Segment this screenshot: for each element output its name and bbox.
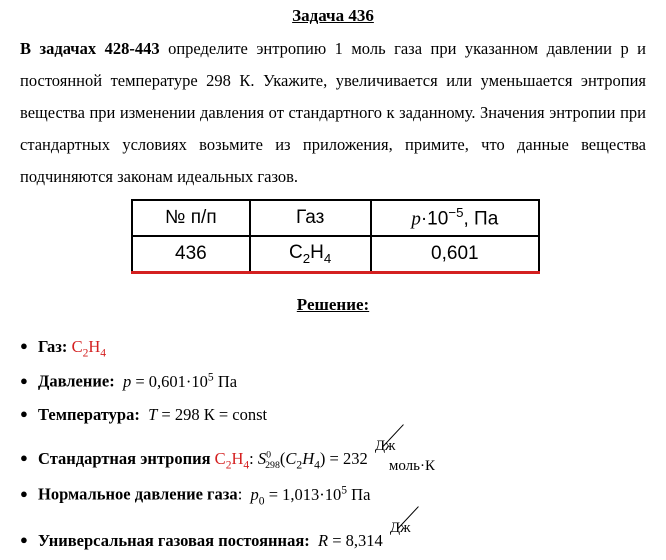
bullet-icon: ● bbox=[20, 532, 28, 547]
pressure-formula: $p = 0,601\cdot 10^5$ Па bbox=[122, 371, 238, 391]
item-label: Давление: bbox=[38, 371, 115, 391]
unit-numerator: Дж bbox=[374, 438, 396, 454]
list-item-temperature bbox=[20, 405, 267, 425]
list-item-normal-pressure: ● Нормальное давление газа: $p_0 = 1,013\cdot 10^5$ Па bbox=[20, 484, 371, 507]
cell-pressure: 0,601 bbox=[371, 236, 539, 273]
item-label: Стандартная энтропия bbox=[38, 449, 211, 468]
gas-constant-unit bbox=[387, 520, 465, 560]
table-row bbox=[132, 236, 539, 273]
task-title: Задача 436 bbox=[292, 6, 374, 25]
list-item-gas-constant bbox=[20, 520, 465, 560]
unit-denominator: моль·К bbox=[388, 458, 435, 474]
gas-constant-formula: R = 8,314 bbox=[317, 531, 383, 550]
temperature-formula: T = 298 К = const bbox=[148, 405, 268, 424]
header-pressure: $p\cdot 10^{-5}$, Па bbox=[371, 200, 539, 236]
data-table bbox=[131, 199, 540, 274]
task-text: определите энтропию 1 моль газа при указанном давлении р и постоянной температуре 298 К. Укажите, увеличивается или уменьшается энтропия вещества при изменении давления от стандартного к заданному. Значения энтропии при стандартных условиях возьмите из приложения, примите, что данные вещества подчиняются законам идеальных газов. bbox=[20, 39, 647, 186]
item-label: Температура: bbox=[38, 405, 140, 424]
cell-gas: $C_2H_4$ bbox=[250, 236, 371, 273]
gas-formula: $C_2H_4$ bbox=[71, 337, 107, 360]
task-description bbox=[20, 33, 646, 193]
item-label: Универсальная газовая постоянная: bbox=[38, 531, 310, 550]
item-label: Газ: bbox=[38, 337, 68, 356]
bullet-icon: ● bbox=[20, 450, 28, 465]
bullet-icon: ● bbox=[20, 338, 28, 353]
normal-pressure-formula: $p_0 = 1,013\cdot 10^5$ Па bbox=[250, 484, 371, 507]
task-range: В задачах 428-443 bbox=[20, 39, 160, 58]
item-label: Нормальное давление газа bbox=[38, 484, 238, 504]
list-item-pressure bbox=[20, 371, 237, 392]
cell-number: 436 bbox=[132, 236, 250, 273]
entropy-formula: $S^0_{298}(C_2H_4) = 232$ bbox=[257, 449, 368, 472]
solution-title: Решение: bbox=[296, 295, 370, 314]
entropy-unit bbox=[372, 438, 450, 478]
header-number: № п/п bbox=[132, 200, 250, 236]
bullet-icon: ● bbox=[20, 372, 28, 388]
bullet-icon: ● bbox=[20, 485, 28, 501]
list-item-gas bbox=[20, 337, 106, 359]
unit-numerator: Дж bbox=[389, 520, 411, 536]
list-item-entropy: ● Стандартная энтропия $C_2H_4$: $S^0_{298}(C_2H_4) = 232$ Дж моль·К bbox=[20, 444, 450, 478]
header-gas: Газ bbox=[250, 200, 371, 236]
table-header-row bbox=[132, 200, 539, 236]
entropy-gas-formula: $C_2H_4$ bbox=[214, 449, 250, 472]
bullet-icon: ● bbox=[20, 406, 28, 421]
